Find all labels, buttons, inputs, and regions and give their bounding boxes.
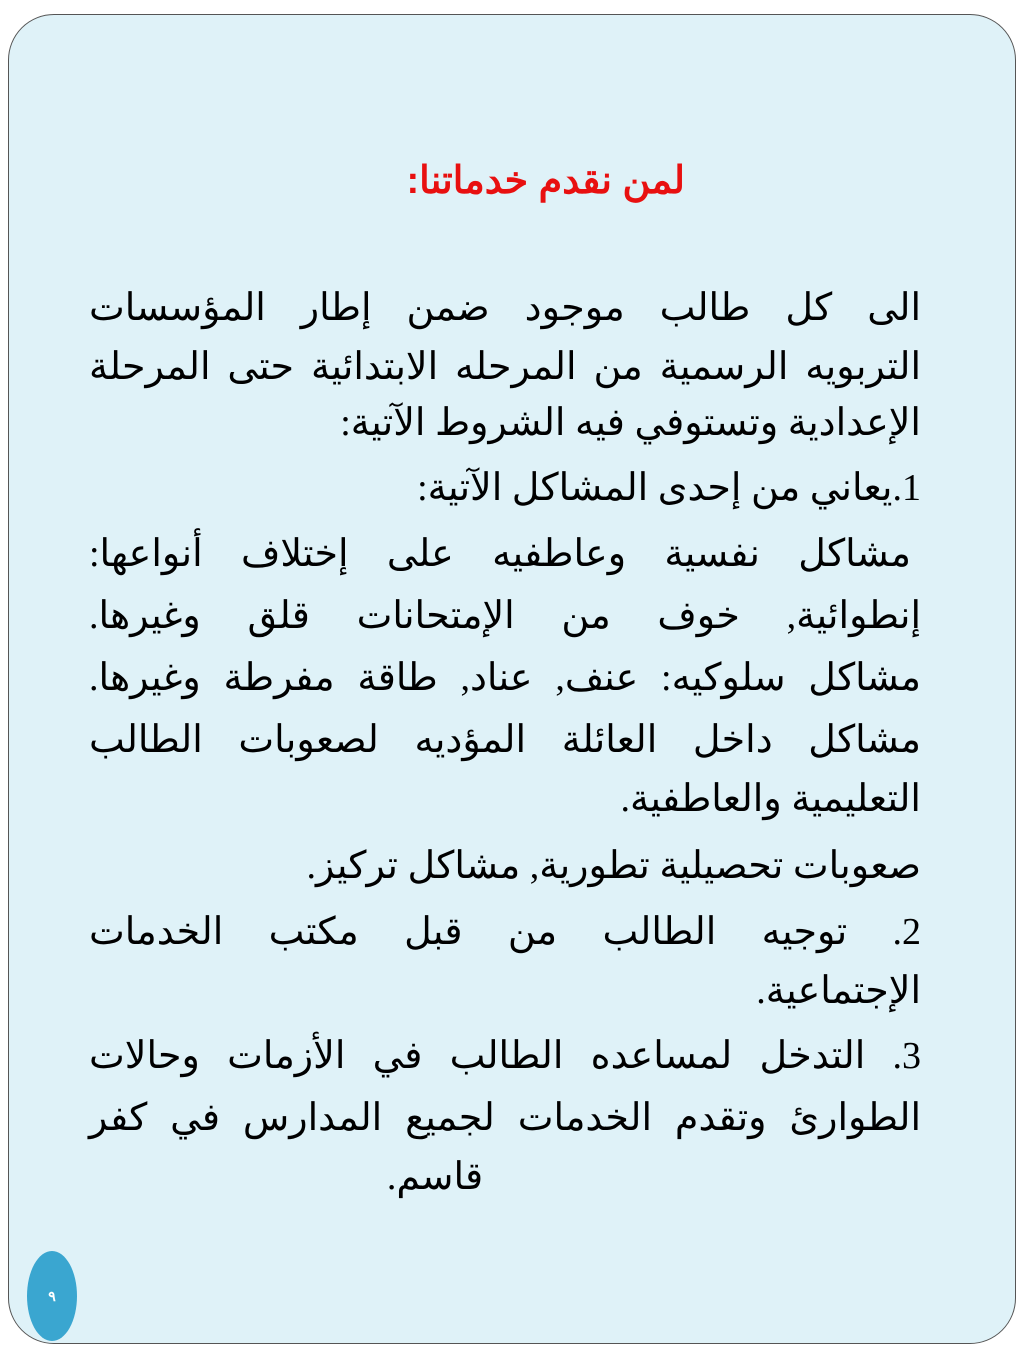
slide-frame (8, 14, 1016, 1344)
intro-line-3: الإعدادية وتستوفي فيه الشروط الآتية: (340, 402, 921, 444)
problems-line-3: مشاكل سلوكيه: عنف, عناد, طاقة مفرطة وغيرها. (89, 657, 921, 699)
slide-title: لمن نقدم خدماتنا: (406, 160, 685, 202)
intro-line-2: التربويه الرسمية من المرحله الابتدائية حتى المرحلة (89, 346, 921, 388)
problems-paragraph (89, 523, 921, 827)
learning-difficulties: صعوبات تحصيلية تطورية, مشاكل تركيز. (306, 845, 921, 887)
page-number-badge: ٩ (27, 1251, 77, 1341)
problems-line-1: مشاكل نفسية وعاطفيه على إختلاف أنواعها: (89, 533, 911, 575)
item-3-line-2: الطوارئ وتقدم الخدمات لجميع المدارس في كفر (89, 1097, 921, 1139)
intro-paragraph (89, 277, 921, 451)
problems-line-4: مشاكل داخل العائلة المؤديه لصعوبات الطالب (89, 719, 921, 761)
item-3 (89, 1025, 921, 1205)
item-3-line-3: قاسم. (386, 1156, 484, 1198)
item-1: 1.يعاني من إحدى المشاكل الآتية: (417, 467, 921, 509)
item-2-line-2: الإجتماعية. (756, 970, 921, 1012)
item-2-line-1: 2. توجيه الطالب من قبل مكتب الخدمات (89, 911, 921, 953)
slide-body (89, 277, 921, 1205)
intro-line-1: الى كل طالب موجود ضمن إطار المؤسسات (89, 287, 921, 329)
problems-line-5: التعليمية والعاطفية. (620, 778, 921, 820)
problems-line-2: إنطوائية, خوف من الإمتحانات قلق وغيرها. (89, 595, 921, 637)
item-2 (89, 901, 921, 1019)
item-3-line-1: 3. التدخل لمساعده الطالب في الأزمات وحالات (89, 1035, 921, 1077)
